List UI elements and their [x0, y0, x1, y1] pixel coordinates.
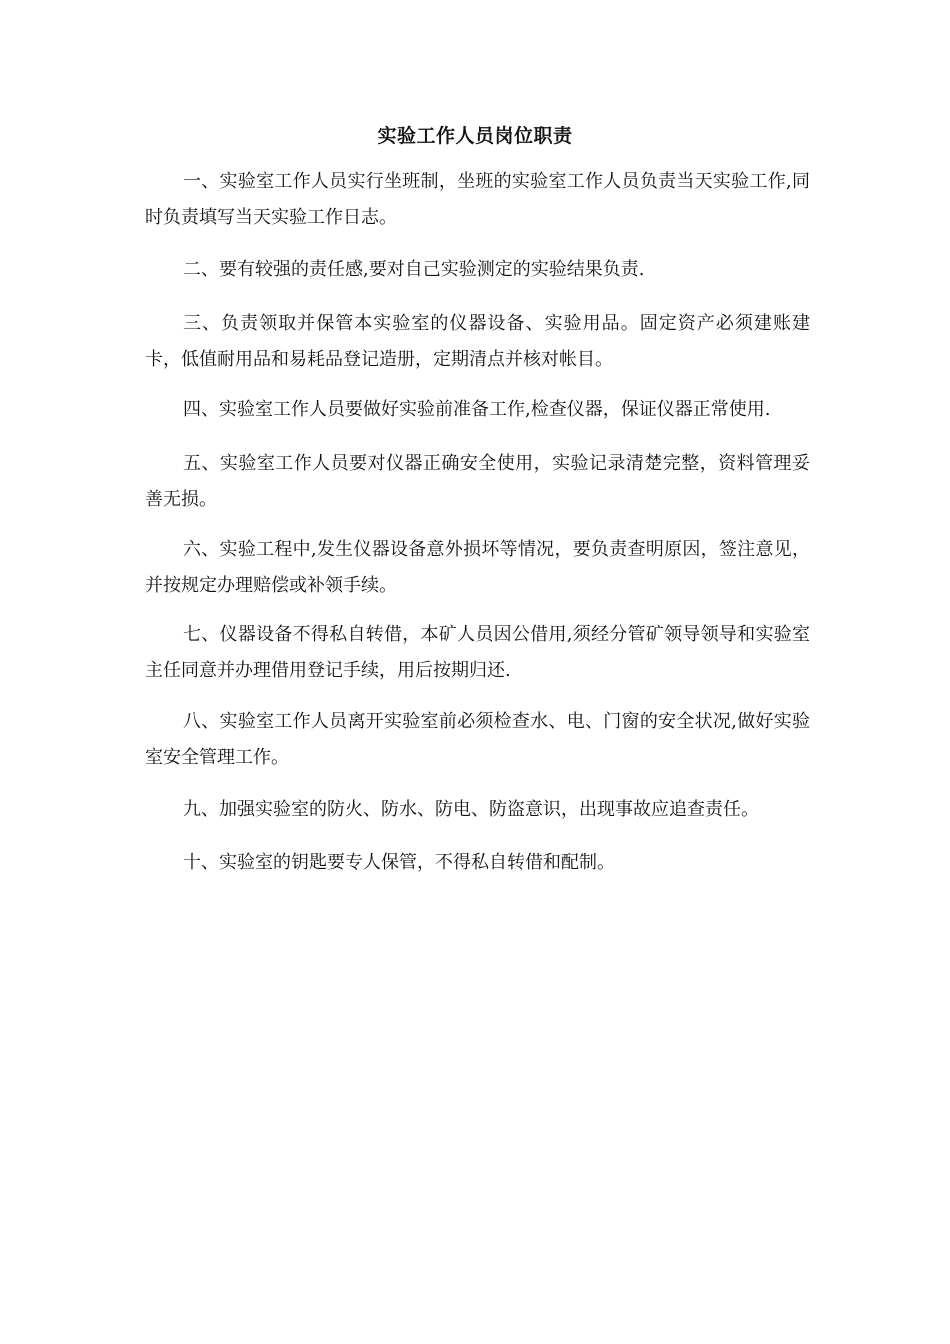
clause-10: 十、实验室的钥匙要专人保管，不得私自转借和配制。	[183, 852, 615, 873]
clause-1: 一、实验室工作人员实行坐班制，坐班的实验室工作人员负责当天实验工作,同时负责填写当天实验工作日志。	[145, 171, 810, 228]
clause-4: 四、实验室工作人员要做好实验前准备工作,检查仪器，保证仪器正常使用.	[183, 399, 771, 420]
clause-2: 二、要有较强的责任感,要对自己实验测定的实验结果负责.	[183, 259, 645, 280]
clause-6: 六、实验工程中,发生仪器设备意外损坏等情况，要负责查明原因，签注意见，并按规定办理赔偿或补领手续。	[145, 539, 810, 596]
clause-7: 七、仪器设备不得私自转借，本矿人员因公借用,须经分管矿领导领导和实验室主任同意并办理借用登记手续，用后按期归还.	[145, 624, 810, 681]
document-title: 实验工作人员岗位职责	[377, 125, 573, 147]
clause-5: 五、实验室工作人员要对仪器正确安全使用，实验记录清楚完整，资料管理妥善无损。	[145, 453, 810, 510]
clause-9: 九、加强实验室的防火、防水、防电、防盗意识，出现事故应追查责任。	[183, 799, 759, 820]
clause-3: 三、负责领取并保管本实验室的仪器设备、实验用品。固定资产必须建账建卡，低值耐用品和易耗品登记造册，定期清点并核对帐目。	[145, 313, 810, 370]
clause-8: 八、实验室工作人员离开实验室前必须检查水、电、门窗的安全状况,做好实验室安全管理工作。	[145, 711, 810, 768]
